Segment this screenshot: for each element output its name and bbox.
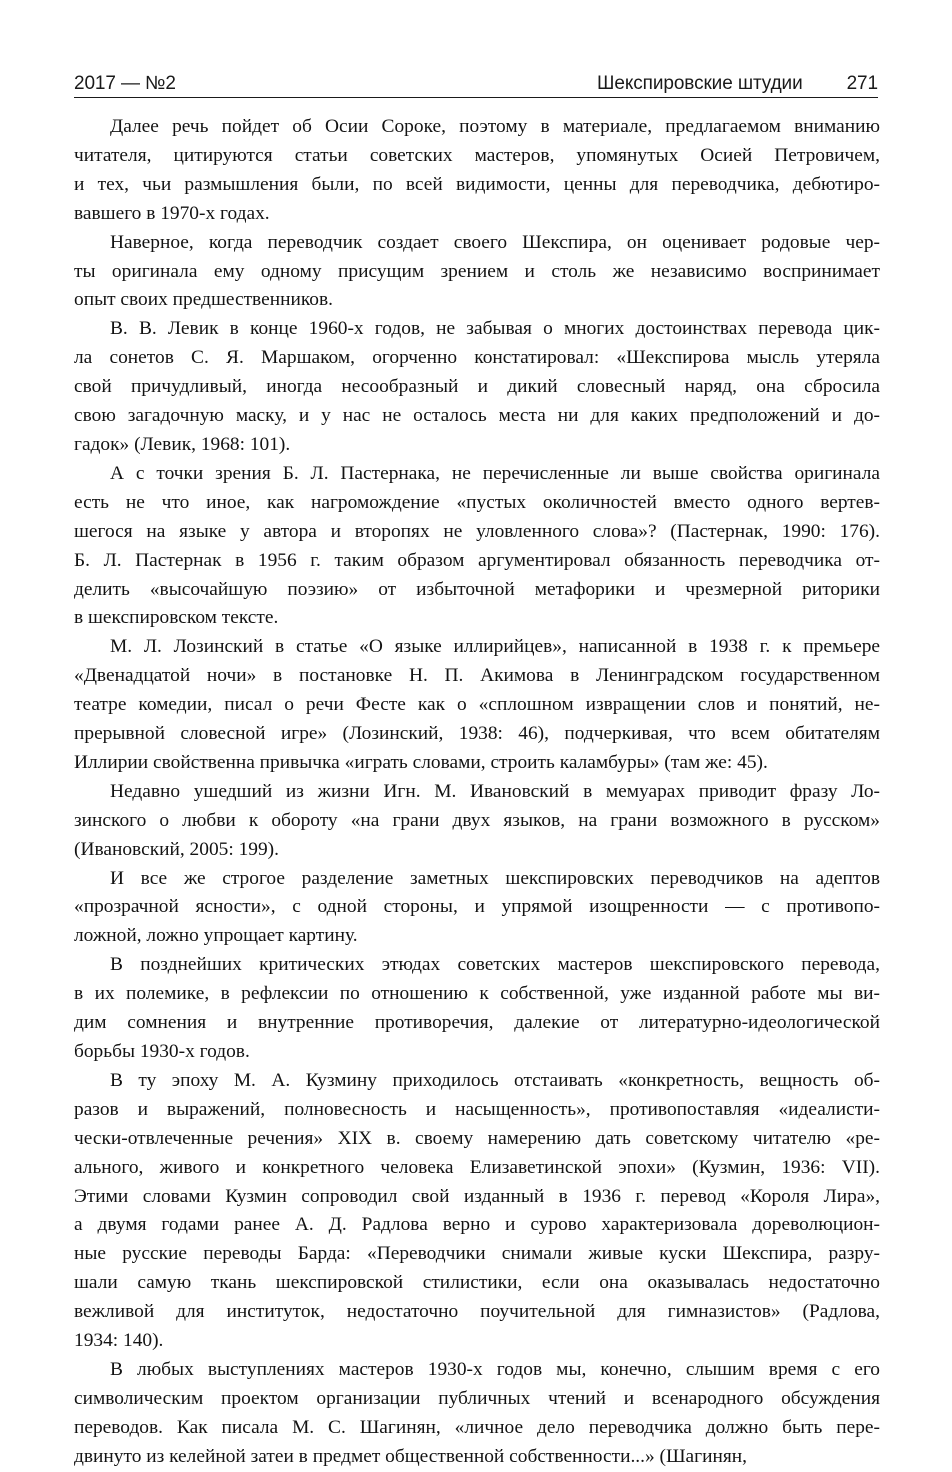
text-line: В. В. Левик в конце 1960-х годов, не забывая о многих достоинствах перевода цик- — [110, 318, 880, 340]
text-line: дим сомнения и внутренние противоречия, далекие от литературно-идеологической — [74, 1012, 880, 1034]
text-line: делить «высочайшую поэзию» от избыточной метафорики и чрезмерной риторики — [74, 578, 880, 600]
text-line: Далее речь пойдет об Осии Сороке, поэтому в материале, предлагаемом вниманию — [110, 116, 880, 137]
text-line: Наверное, когда переводчик создает своего Шекспира, он оценивает родовые чер- — [110, 231, 880, 253]
text-line: Иллирии свойственна привычка «играть словами, строить каламбуры» (там же: 45). — [74, 751, 768, 773]
paragraph — [74, 229, 880, 316]
text-line: ла сонетов С. Я. Маршаком, огорченно констатировал: «Шекспирова мысль утеряла — [74, 347, 880, 369]
text-line: В позднейших критических этюдах советских мастеров шекспировского перевода, — [110, 954, 880, 976]
text-line: шегося на языке у автора и второпях не уловленного слова»? (Пастернак, 1990: 176). — [74, 520, 880, 542]
text-line: Этими словами Кузмин сопроводил свой изданный в 1936 г. перевод «Короля Лира», — [74, 1185, 880, 1207]
running-head-issue: 2017 — №2 — [74, 73, 176, 94]
text-line: читателя, цитируются статьи советских мастеров, упомянутых Осией Петровичем, — [74, 144, 880, 166]
text-line: в их полемике, в рефлексии по отношению к собственной, уже изданной работе мы ви- — [74, 983, 880, 1005]
text-line: символическим проектом организации публичных чтений и всенародного обсуждения — [74, 1387, 880, 1409]
paragraph — [74, 778, 880, 865]
text-line: ные русские переводы Барда: «Переводчики снимали живые куски Шекспира, разру- — [74, 1243, 880, 1265]
text-line: А с точки зрения Б. Л. Пастернака, не перечисленные ли выше свойства оригинала — [110, 462, 880, 484]
text-line: прерывной словесной игре» (Лозинский, 1938: 46), подчеркивая, что всем обитателям — [74, 723, 880, 745]
text-line: Недавно ушедший из жизни Игн. М. Ивановский в мемуарах приводит фразу Ло- — [110, 780, 880, 802]
text-line: И все же строгое разделение заметных шекспировских переводчиков на адептов — [110, 867, 880, 889]
text-line: Б. Л. Пастернак в 1956 г. таким образом аргументировал обязанность переводчика от- — [74, 549, 880, 571]
text-line: а двумя годами ранее А. Д. Радлова верно и сурово характеризовала дореволюцион- — [74, 1214, 880, 1236]
text-line: свой причудливый, иногда несообразный и дикий словесный наряд, она сбросила — [74, 376, 880, 398]
text-line: в шекспировском тексте. — [74, 607, 279, 629]
text-line: ложной, ложно упрощает картину. — [74, 925, 358, 947]
paragraph — [74, 460, 880, 633]
text-line: М. Л. Лозинский в статье «О языке иллирийцев», написанной в 1938 г. к премьере — [110, 636, 880, 658]
paragraph — [74, 951, 880, 1067]
text-line: переводов. Как писала М. С. Шагинян, «личное дело переводчика должно быть пере- — [74, 1416, 880, 1438]
text-line: вавшего в 1970-х годах. — [74, 202, 270, 224]
text-line: «прозрачной ясности», с одной стороны, и упрямой изощренности — с противопо- — [74, 896, 880, 918]
text-line: В любых выступлениях мастеров 1930-х годов мы, конечно, слышим время с его — [110, 1358, 880, 1380]
paragraph — [74, 113, 880, 229]
text-line: зинского о любви к обороту «на грани двух языков, на грани возможного в русском» — [74, 809, 880, 831]
text-line: театре комедии, писал о речи Фесте как о «сплошном извращении слов и понятий, не- — [74, 694, 880, 716]
text-line: гадок» (Левик, 1968: 101). — [74, 433, 291, 455]
text-line: В ту эпоху М. А. Кузмину приходилось отстаивать «конкретность, вещность об- — [110, 1069, 880, 1091]
text-line: ты оригинала ему одному присущим зрением и столь же независимо воспринимает — [74, 260, 880, 282]
page-number: 271 — [846, 73, 878, 94]
text-line: 1934: 140). — [74, 1330, 164, 1352]
text-line: свою загадочную маску, и у нас не осталось места ни для каких предположений и до- — [74, 405, 880, 427]
text-line: борьбы 1930-х годов. — [74, 1041, 250, 1062]
paragraph — [74, 865, 880, 952]
text-line: «Двенадцатой ночи» в постановке Н. П. Акимова в Ленинградском государственном — [74, 665, 880, 687]
text-line: чески-отвлеченные речения» XIX в. своему намерению дать советскому читателю «ре- — [74, 1127, 880, 1149]
text-line: шали самую ткань шекспировской стилистики, если она оказывалась недостаточно — [74, 1272, 880, 1294]
text-line: разов и выражений, полновесность и насыщенность», противопоставляя «идеалисти- — [74, 1098, 880, 1120]
paragraph — [74, 633, 880, 778]
text-line: вежливой для институток, недостаточно поучительной для гимназистов» (Радлова, — [74, 1301, 880, 1323]
text-line: (Ивановский, 2005: 199). — [74, 838, 279, 860]
text-line: ального, живого и конкретного человека Елизаветинской эпохи» (Кузмин, 1936: VII). — [74, 1156, 880, 1178]
text-line: и тех, чьи размышления были, по всей видимости, ценны для переводчика, дебютиро- — [74, 173, 880, 195]
running-head-journal-title: Шекспировские штудии — [597, 73, 803, 94]
paragraph — [74, 1356, 880, 1472]
paragraph — [74, 1067, 880, 1356]
text-line: опыт своих предшественников. — [74, 289, 333, 311]
body-text — [74, 113, 880, 1472]
paragraph — [74, 315, 880, 460]
running-head-right-group — [597, 73, 878, 94]
text-line: двинуто из келейной затеи в предмет общественной собственности...» (Шагинян, — [74, 1445, 748, 1467]
running-head — [74, 70, 878, 98]
text-line: есть не что иное, как нагромождение «пустых околичностей вместо одного вертев- — [74, 491, 880, 513]
